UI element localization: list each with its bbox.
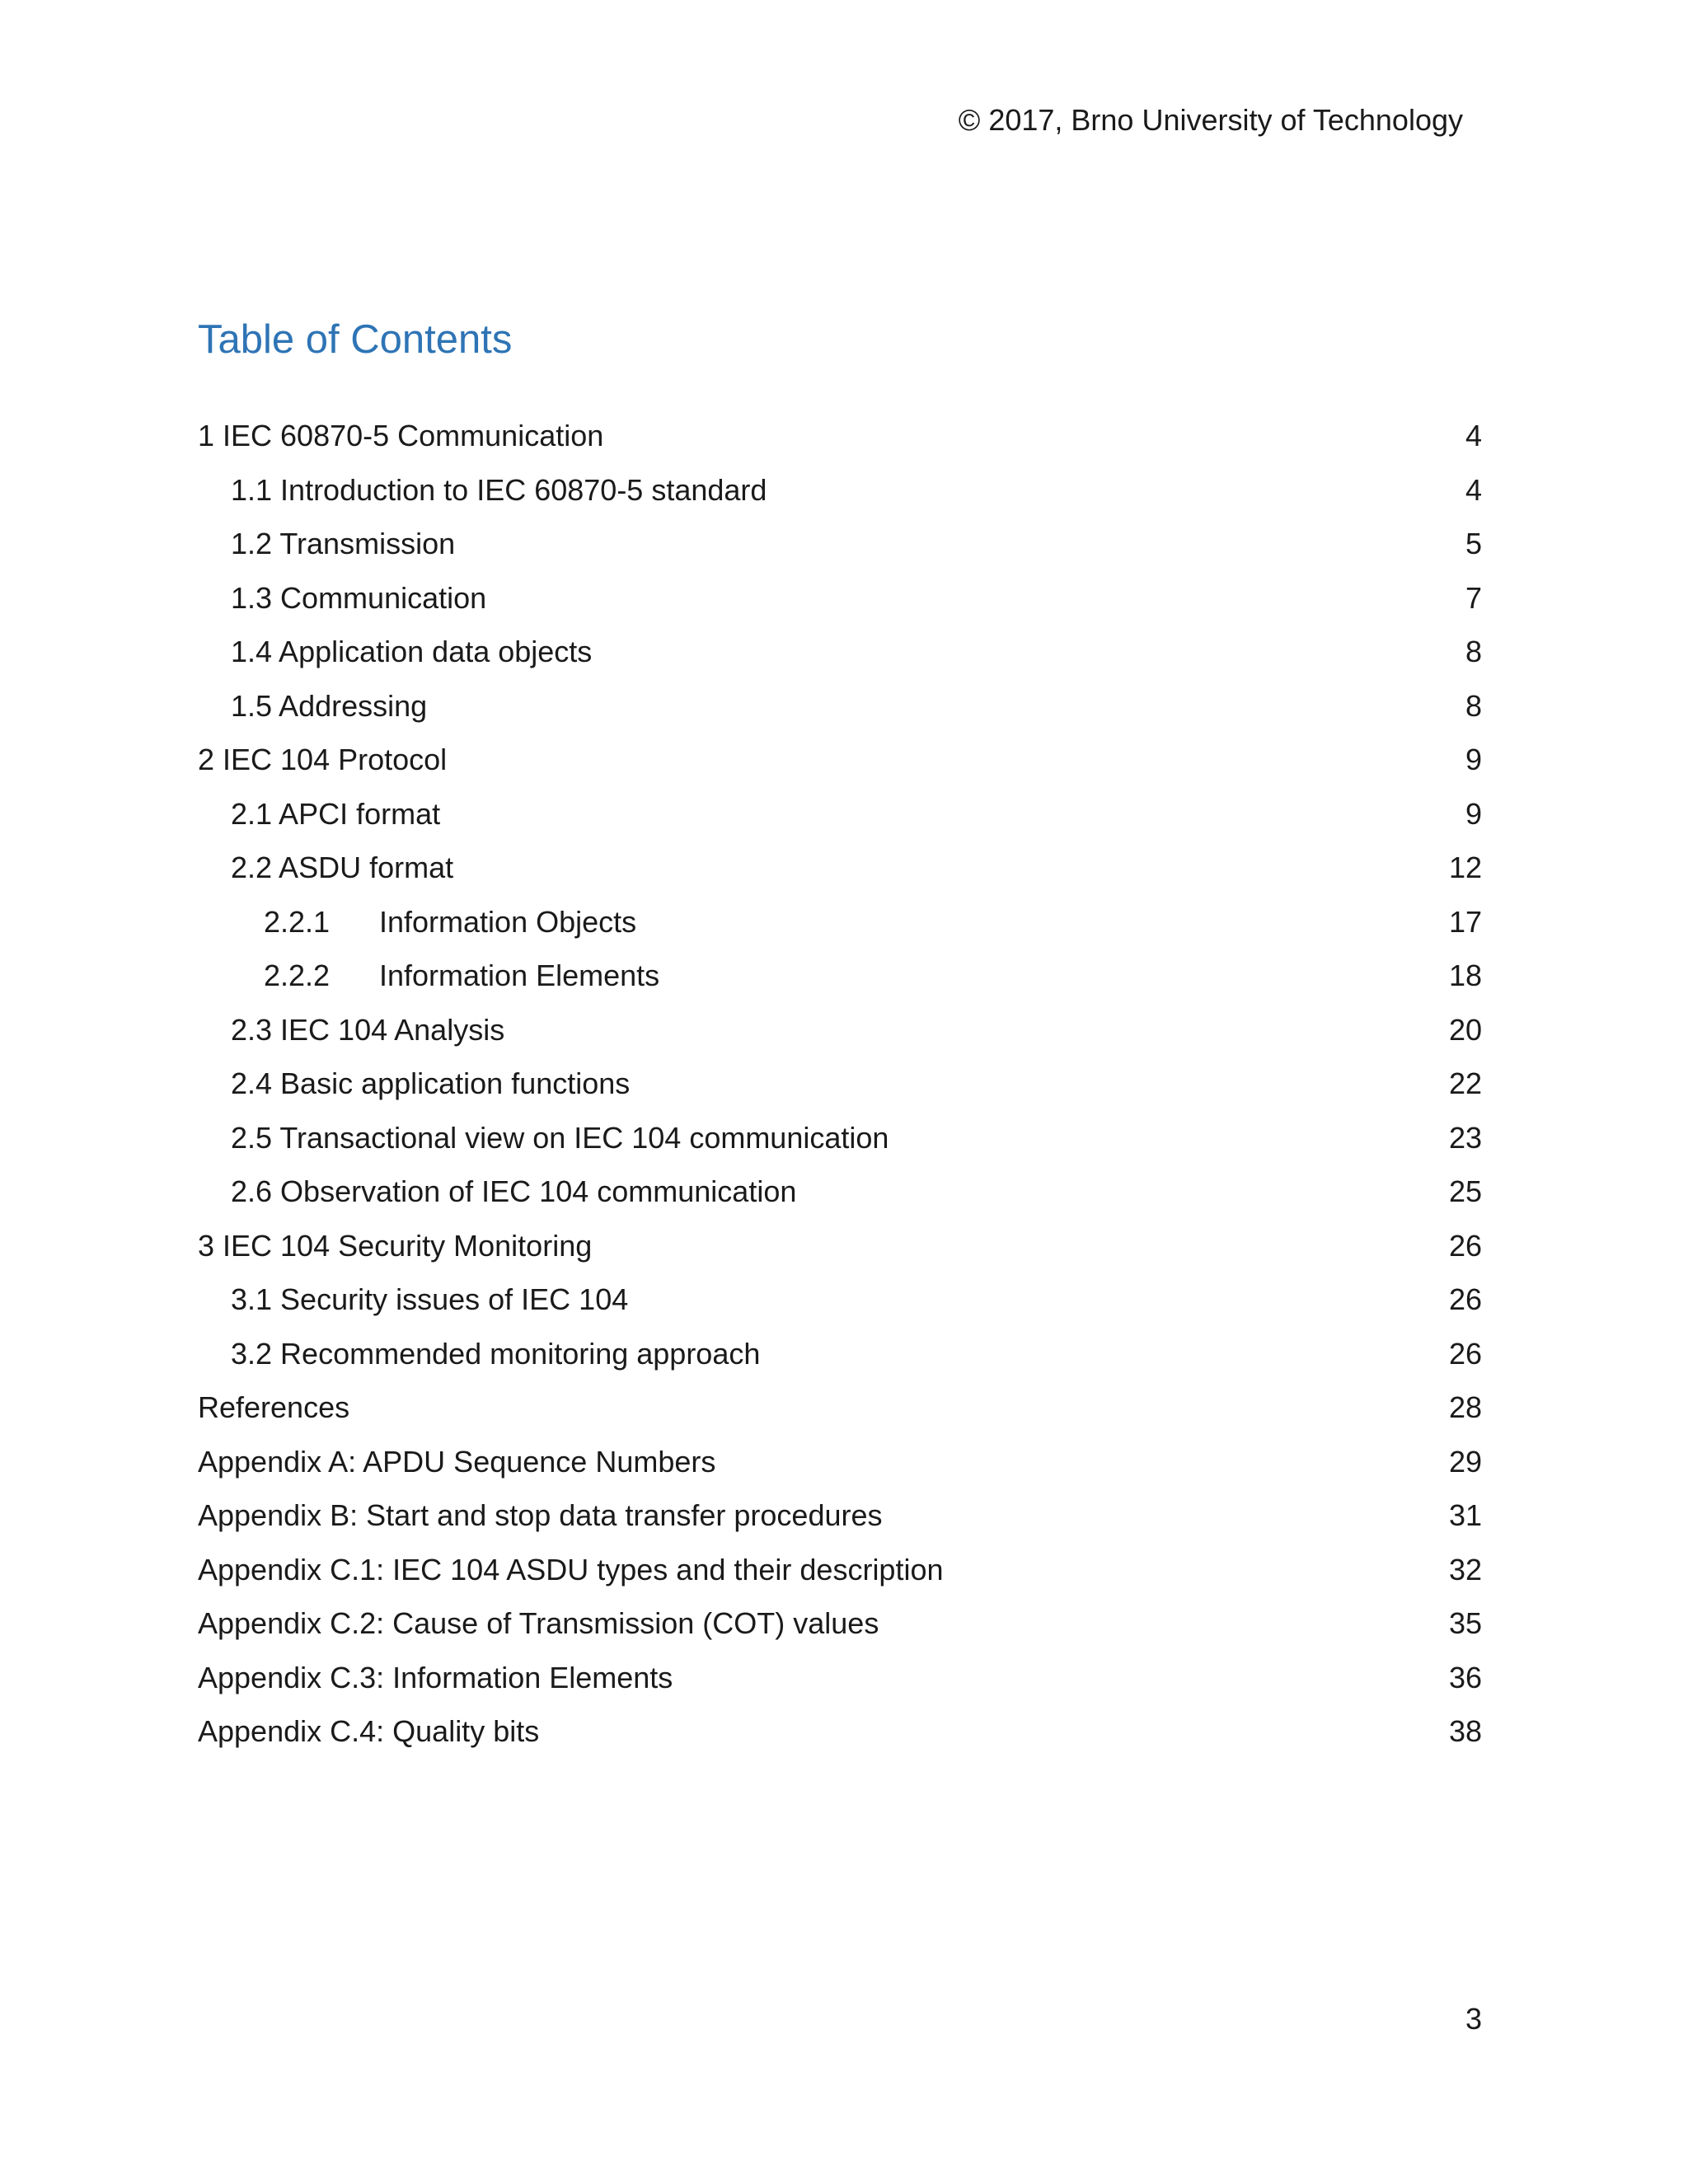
toc-entry-label: References <box>198 1390 350 1424</box>
toc-entry[interactable] <box>198 1334 1482 1389</box>
toc-entry[interactable] <box>198 687 1482 741</box>
toc-entry[interactable] <box>198 632 1482 687</box>
toc-entry-text: Information Objects <box>379 904 637 939</box>
toc-entry-label: 2 IEC 104 Protocol <box>198 743 448 776</box>
toc-entry-page: 23 <box>1448 1120 1482 1155</box>
toc-entry[interactable] <box>198 579 1482 633</box>
toc-entry-page: 9 <box>1465 796 1482 831</box>
toc-entry-label: 2.1 APCI format <box>231 796 441 831</box>
toc-entry-page: 35 <box>1448 1606 1482 1640</box>
toc-entry-label: 3.1 Security issues of IEC 104 <box>231 1282 629 1316</box>
toc-entry-page: 9 <box>1465 743 1482 776</box>
toc-entry[interactable] <box>198 1442 1482 1497</box>
toc-entry-label: 1.3 Communication <box>231 580 487 615</box>
toc-entry-page: 18 <box>1448 958 1482 992</box>
toc-entry[interactable] <box>198 1658 1482 1713</box>
toc-entry-label: 2.2 ASDU format <box>231 851 454 884</box>
toc-title: Table of Contents <box>198 317 513 362</box>
toc-entry-page: 26 <box>1448 1228 1482 1263</box>
toc-entry-label: 1 IEC 60870-5 Communication <box>198 419 604 452</box>
toc-entry-label: Appendix C.1: IEC 104 ASDU types and their description <box>198 1552 944 1586</box>
header-copyright: © 2017, Brno University of Technology <box>958 103 1463 137</box>
toc-entry-label: Appendix C.4: Quality bits <box>198 1714 540 1748</box>
toc-entry-number: 2.2.1 <box>264 904 331 939</box>
toc-entry-page: 26 <box>1448 1282 1482 1316</box>
toc-entry-label: 1.2 Transmission <box>231 527 456 560</box>
toc-entry-page: 28 <box>1448 1390 1482 1424</box>
toc-entry-label: 1.1 Introduction to IEC 60870-5 standard <box>231 472 767 507</box>
toc-entry-label: 2.6 Observation of IEC 104 communication <box>231 1174 797 1208</box>
toc-entry-label: 1.4 Application data objects <box>231 635 593 668</box>
toc-entry-page: 8 <box>1465 635 1482 668</box>
toc-entry-page: 32 <box>1448 1552 1482 1586</box>
toc-entry-page: 26 <box>1448 1336 1482 1371</box>
toc-entry-label: Appendix B: Start and stop data transfer procedures <box>198 1498 883 1532</box>
toc-entry[interactable] <box>198 1496 1482 1550</box>
toc-entry[interactable] <box>198 471 1482 525</box>
toc-entry-page: 4 <box>1465 419 1482 452</box>
toc-entry-label: 3.2 Recommended monitoring approach <box>231 1336 761 1371</box>
toc-list <box>198 416 1482 1766</box>
toc-entry-page: 22 <box>1448 1066 1482 1100</box>
toc-entry-label: Appendix C.2: Cause of Transmission (COT) values <box>198 1606 879 1640</box>
toc-entry-page: 8 <box>1465 688 1482 723</box>
toc-entry-page: 20 <box>1448 1012 1482 1047</box>
toc-entry-page: 31 <box>1448 1498 1482 1532</box>
toc-entry-label: 3 IEC 104 Security Monitoring <box>198 1228 593 1263</box>
toc-entry[interactable] <box>198 1712 1482 1766</box>
toc-entry[interactable] <box>198 1388 1482 1442</box>
toc-entry-label: Appendix A: APDU Sequence Numbers <box>198 1444 716 1479</box>
toc-entry-label: 2.4 Basic application functions <box>231 1066 631 1100</box>
toc-entry[interactable] <box>198 1550 1482 1605</box>
toc-entry[interactable] <box>198 1118 1482 1173</box>
toc-entry-page: 38 <box>1448 1714 1482 1748</box>
toc-entry-page: 4 <box>1465 472 1482 507</box>
toc-entry-label: 2.3 IEC 104 Analysis <box>231 1012 505 1047</box>
toc-entry-page: 5 <box>1465 527 1482 560</box>
toc-entry[interactable] <box>198 1280 1482 1334</box>
page-number: 3 <box>1465 2002 1482 2036</box>
toc-entry[interactable] <box>198 848 1482 902</box>
toc-entry-label: Appendix C.3: Information Elements <box>198 1660 673 1694</box>
toc-entry[interactable] <box>198 794 1482 849</box>
toc-entry-page: 36 <box>1448 1660 1482 1694</box>
toc-entry-page: 17 <box>1448 904 1482 939</box>
toc-entry[interactable] <box>198 1226 1482 1281</box>
toc-entry[interactable] <box>198 1604 1482 1658</box>
toc-entry[interactable] <box>198 1064 1482 1118</box>
toc-entry[interactable] <box>198 902 1482 957</box>
toc-entry[interactable] <box>198 1010 1482 1065</box>
toc-entry-label <box>264 956 659 996</box>
toc-entry[interactable] <box>198 1172 1482 1226</box>
toc-entry[interactable] <box>198 740 1482 794</box>
toc-entry[interactable] <box>198 524 1482 579</box>
toc-entry-text: Information Elements <box>379 958 660 992</box>
toc-entry-label: 1.5 Addressing <box>231 688 428 723</box>
toc-entry-number: 2.2.2 <box>264 958 331 992</box>
toc-entry-page: 12 <box>1448 851 1482 884</box>
toc-entry-page: 25 <box>1448 1174 1482 1208</box>
toc-entry-page: 29 <box>1448 1444 1482 1479</box>
toc-entry[interactable] <box>198 416 1482 471</box>
toc-entry-label <box>264 902 636 942</box>
toc-entry-label: 2.5 Transactional view on IEC 104 communication <box>231 1120 889 1155</box>
toc-entry-page: 7 <box>1465 580 1482 615</box>
toc-entry[interactable] <box>198 956 1482 1010</box>
